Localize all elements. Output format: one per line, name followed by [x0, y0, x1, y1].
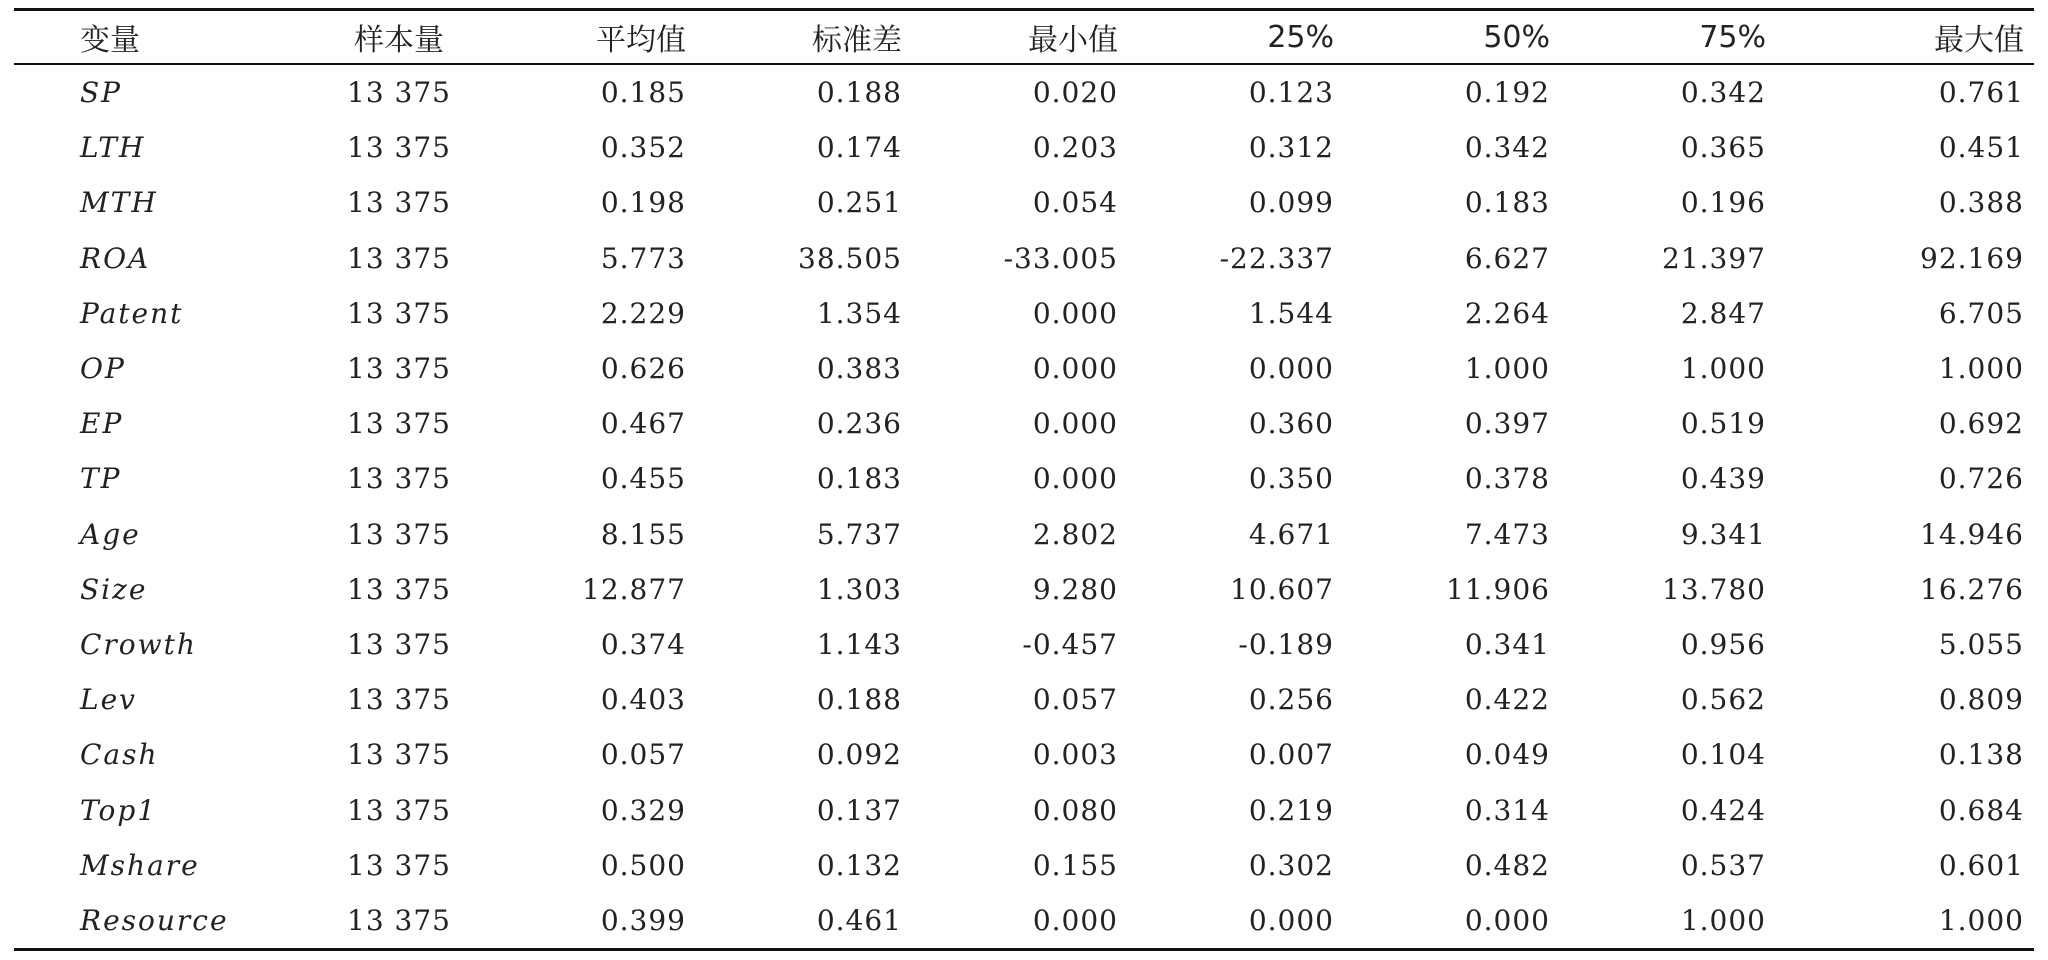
- value-cell: 1.143: [816, 627, 902, 661]
- value-cell: 0.422: [1464, 683, 1550, 717]
- variable-name-cell: Age: [80, 517, 141, 551]
- variable-name-cell: Cash: [80, 738, 159, 772]
- variable-name-cell: Crowth: [80, 627, 197, 661]
- value-cell: 1.303: [816, 572, 902, 606]
- value-cell: 0.000: [1248, 903, 1334, 937]
- variable-name-cell: Mshare: [80, 848, 200, 882]
- value-cell: 0.956: [1680, 627, 1766, 661]
- value-cell: 92.169: [1920, 241, 2024, 275]
- table-row: [14, 396, 2034, 451]
- value-cell: 7.473: [1464, 517, 1550, 551]
- value-cell: 0.562: [1680, 683, 1766, 717]
- value-cell: 2.264: [1464, 296, 1550, 330]
- variable-name-cell: SP: [80, 76, 123, 110]
- variable-name-cell: Top1: [80, 793, 158, 827]
- sample-size-cell: 13 375: [347, 352, 451, 386]
- variable-name-cell: Lev: [80, 683, 137, 717]
- value-cell: -0.457: [1022, 627, 1118, 661]
- value-cell: 1.000: [1680, 903, 1766, 937]
- sample-size-cell: 13 375: [347, 407, 451, 441]
- table-header: [14, 10, 2034, 65]
- sample-size-cell: 13 375: [347, 517, 451, 551]
- value-cell: 0.054: [1032, 186, 1118, 220]
- header-sample-size: 样本量: [354, 23, 444, 58]
- value-cell: 0.137: [816, 793, 902, 827]
- value-cell: 0.519: [1680, 407, 1766, 441]
- value-cell: 2.802: [1032, 517, 1118, 551]
- value-cell: 0.726: [1938, 462, 2024, 496]
- sample-size-cell: 13 375: [347, 241, 451, 275]
- value-cell: 0.000: [1032, 903, 1118, 937]
- value-cell: 0.236: [816, 407, 902, 441]
- value-cell: 0.601: [1938, 848, 2024, 882]
- sample-size-cell: 13 375: [347, 131, 451, 165]
- value-cell: 0.397: [1464, 407, 1550, 441]
- value-cell: 0.080: [1032, 793, 1118, 827]
- sample-size-cell: 13 375: [347, 683, 451, 717]
- value-cell: 5.773: [600, 241, 686, 275]
- value-cell: 0.312: [1248, 131, 1334, 165]
- value-cell: 1.000: [1680, 352, 1766, 386]
- table-row: [14, 64, 2034, 120]
- header-row: [14, 10, 2034, 65]
- value-cell: 0.399: [600, 903, 686, 937]
- value-cell: 0.360: [1248, 407, 1334, 441]
- header-p50: 50%: [1483, 19, 1550, 55]
- descriptive-statistics-table: [14, 8, 2034, 951]
- value-cell: 0.383: [816, 352, 902, 386]
- value-cell: 0.007: [1248, 738, 1334, 772]
- sample-size-cell: 13 375: [347, 186, 451, 220]
- value-cell: 4.671: [1248, 517, 1334, 551]
- value-cell: 0.350: [1248, 462, 1334, 496]
- value-cell: 16.276: [1920, 572, 2024, 606]
- value-cell: 0.198: [600, 186, 686, 220]
- variable-name-cell: Size: [80, 572, 148, 606]
- sample-size-cell: 13 375: [347, 903, 451, 937]
- value-cell: 0.761: [1938, 76, 2024, 110]
- table-row: [14, 562, 2034, 617]
- value-cell: -22.337: [1219, 241, 1334, 275]
- value-cell: 0.188: [816, 683, 902, 717]
- sample-size-cell: 13 375: [347, 296, 451, 330]
- value-cell: 0.219: [1248, 793, 1334, 827]
- table-row: [14, 341, 2034, 396]
- value-cell: 0.104: [1680, 738, 1766, 772]
- value-cell: 0.374: [600, 627, 686, 661]
- value-cell: 0.020: [1032, 76, 1118, 110]
- value-cell: 0.183: [1464, 186, 1550, 220]
- table-row: [14, 727, 2034, 782]
- value-cell: 1.000: [1464, 352, 1550, 386]
- value-cell: 0.251: [816, 186, 902, 220]
- value-cell: 0.461: [816, 903, 902, 937]
- value-cell: 0.000: [1032, 462, 1118, 496]
- value-cell: 1.000: [1938, 903, 2024, 937]
- value-cell: 0.439: [1680, 462, 1766, 496]
- value-cell: 0.388: [1938, 186, 2024, 220]
- table-row: [14, 782, 2034, 837]
- table-row: [14, 120, 2034, 175]
- value-cell: 0.684: [1938, 793, 2024, 827]
- value-cell: 0.092: [816, 738, 902, 772]
- value-cell: 0.000: [1032, 407, 1118, 441]
- header-max: 最大值: [1934, 23, 2024, 58]
- sample-size-cell: 13 375: [347, 627, 451, 661]
- variable-name-cell: Resource: [80, 903, 229, 937]
- value-cell: 0.342: [1680, 76, 1766, 110]
- value-cell: 0.057: [1032, 683, 1118, 717]
- value-cell: 0.203: [1032, 131, 1118, 165]
- header-mean: 平均值: [596, 23, 686, 58]
- value-cell: 0.424: [1680, 793, 1766, 827]
- table-row: [14, 893, 2034, 950]
- value-cell: 0.132: [816, 848, 902, 882]
- value-cell: 2.847: [1680, 296, 1766, 330]
- value-cell: 0.500: [600, 848, 686, 882]
- value-cell: 8.155: [600, 517, 686, 551]
- value-cell: -33.005: [1003, 241, 1118, 275]
- sample-size-cell: 13 375: [347, 738, 451, 772]
- header-variable: 变量: [80, 23, 140, 58]
- sample-size-cell: 13 375: [347, 793, 451, 827]
- variable-name-cell: MTH: [80, 186, 158, 220]
- value-cell: 0.185: [600, 76, 686, 110]
- header-p25: 25%: [1267, 19, 1334, 55]
- variable-name-cell: ROA: [80, 241, 151, 275]
- value-cell: 13.780: [1662, 572, 1766, 606]
- value-cell: 0.099: [1248, 186, 1334, 220]
- variable-name-cell: LTH: [80, 131, 146, 165]
- value-cell: 0.365: [1680, 131, 1766, 165]
- value-cell: 6.627: [1464, 241, 1550, 275]
- value-cell: 0.809: [1938, 683, 2024, 717]
- table-row: [14, 838, 2034, 893]
- value-cell: 21.397: [1662, 241, 1766, 275]
- value-cell: 5.055: [1938, 627, 2024, 661]
- value-cell: 12.877: [582, 572, 686, 606]
- value-cell: 1.354: [816, 296, 902, 330]
- value-cell: 0.467: [600, 407, 686, 441]
- value-cell: 0.174: [816, 131, 902, 165]
- value-cell: 0.192: [1464, 76, 1550, 110]
- value-cell: 1.000: [1938, 352, 2024, 386]
- value-cell: 0.692: [1938, 407, 2024, 441]
- value-cell: 0.188: [816, 76, 902, 110]
- value-cell: 0.057: [600, 738, 686, 772]
- table-row: [14, 672, 2034, 727]
- value-cell: 1.544: [1248, 296, 1334, 330]
- header-min: 最小值: [1028, 23, 1118, 58]
- sample-size-cell: 13 375: [347, 848, 451, 882]
- value-cell: 0.352: [600, 131, 686, 165]
- sample-size-cell: 13 375: [347, 572, 451, 606]
- sample-size-cell: 13 375: [347, 462, 451, 496]
- sample-size-cell: 13 375: [347, 76, 451, 110]
- header-std-dev: 标准差: [812, 23, 902, 58]
- header-p75: 75%: [1699, 19, 1766, 55]
- value-cell: 0.403: [600, 683, 686, 717]
- table-body: [14, 64, 2034, 950]
- variable-name-cell: Patent: [80, 296, 184, 330]
- variable-name-cell: TP: [80, 462, 122, 496]
- value-cell: 0.314: [1464, 793, 1550, 827]
- value-cell: 11.906: [1446, 572, 1550, 606]
- value-cell: 0.451: [1938, 131, 2024, 165]
- value-cell: 0.196: [1680, 186, 1766, 220]
- value-cell: 0.155: [1032, 848, 1118, 882]
- value-cell: 0.329: [600, 793, 686, 827]
- table-row: [14, 451, 2034, 506]
- value-cell: 5.737: [816, 517, 902, 551]
- value-cell: -0.189: [1238, 627, 1334, 661]
- value-cell: 38.505: [798, 241, 902, 275]
- value-cell: 10.607: [1230, 572, 1334, 606]
- value-cell: 0.000: [1464, 903, 1550, 937]
- variable-name-cell: EP: [80, 407, 124, 441]
- value-cell: 9.280: [1032, 572, 1118, 606]
- value-cell: 0.302: [1248, 848, 1334, 882]
- table-row: [14, 617, 2034, 672]
- table-row: [14, 231, 2034, 286]
- value-cell: 6.705: [1938, 296, 2024, 330]
- value-cell: 0.138: [1938, 738, 2024, 772]
- table-row: [14, 286, 2034, 341]
- value-cell: 0.342: [1464, 131, 1550, 165]
- value-cell: 0.537: [1680, 848, 1766, 882]
- value-cell: 0.183: [816, 462, 902, 496]
- value-cell: 0.049: [1464, 738, 1550, 772]
- value-cell: 0.455: [600, 462, 686, 496]
- value-cell: 0.341: [1464, 627, 1550, 661]
- value-cell: 0.256: [1248, 683, 1334, 717]
- value-cell: 0.000: [1248, 352, 1334, 386]
- value-cell: 0.482: [1464, 848, 1550, 882]
- value-cell: 0.123: [1248, 76, 1334, 110]
- value-cell: 9.341: [1680, 517, 1766, 551]
- value-cell: 0.378: [1464, 462, 1550, 496]
- value-cell: 0.000: [1032, 352, 1118, 386]
- value-cell: 0.626: [600, 352, 686, 386]
- value-cell: 2.229: [600, 296, 686, 330]
- value-cell: 0.003: [1032, 738, 1118, 772]
- value-cell: 0.000: [1032, 296, 1118, 330]
- variable-name-cell: OP: [80, 352, 126, 386]
- value-cell: 14.946: [1920, 517, 2024, 551]
- table-row: [14, 175, 2034, 230]
- table-row: [14, 507, 2034, 562]
